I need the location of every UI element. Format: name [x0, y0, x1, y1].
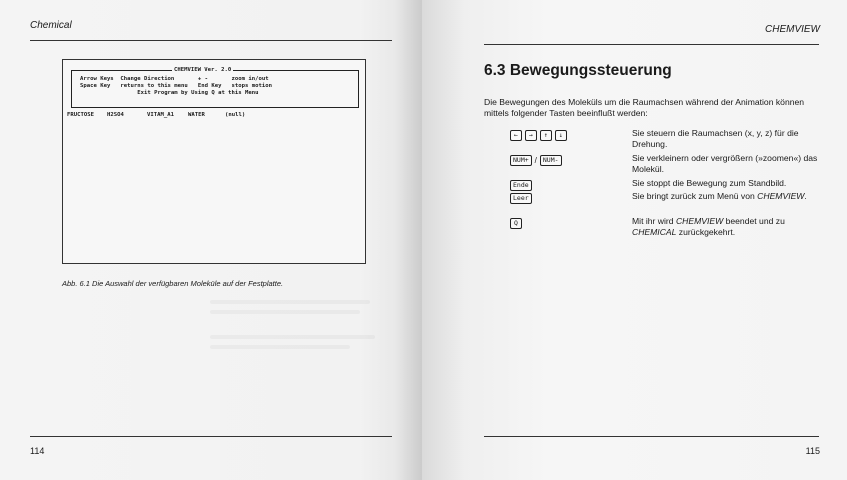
- menu-title: CHEMVIEW Ver. 2.0: [174, 67, 232, 73]
- arrow-down-key: ↓: [555, 130, 567, 141]
- desc-text: Sie bringt zurück zum Menü von: [632, 191, 758, 201]
- footer-rule-left: [30, 436, 392, 437]
- desc-zoom: Sie verkleinern oder vergrößern (»zoomen«) das Molekül.: [632, 153, 818, 174]
- desc-text: .: [804, 191, 807, 201]
- molecule-item: (null): [225, 112, 246, 118]
- arrow-right-key: →: [525, 130, 537, 141]
- figure-caption: Abb. 6.1 Die Auswahl der verfügbaren Moleküle auf der Festplatte.: [62, 279, 284, 288]
- menu-line-2: Space Key returns to this menu End Key stops motion: [80, 83, 272, 89]
- num-plus-key: NUM+: [510, 155, 532, 166]
- bleed-through: [210, 335, 375, 339]
- arrow-up-key: ↑: [540, 130, 552, 141]
- desc-text: Mit ihr wird: [632, 216, 676, 226]
- menu-line-1: Arrow Keys Change Direction + - zoom in/out: [80, 76, 269, 82]
- num-minus-key: NUM-: [540, 155, 562, 166]
- key-row-arrows: [510, 128, 567, 142]
- intro-paragraph: Die Bewegungen des Moleküls um die Raumachsen während der Animation können mittels folgender Tasten beeinflußt werden:: [484, 97, 805, 118]
- bleed-through: [210, 345, 350, 349]
- desc-italic: CHEMVIEW: [675, 216, 724, 226]
- key-row-zoom: [510, 153, 562, 167]
- arrow-left-key: ←: [510, 130, 522, 141]
- key-row-leer: [510, 191, 532, 205]
- running-head-right: CHEMVIEW: [765, 24, 820, 35]
- page-number-left: 114: [30, 446, 45, 456]
- page-number-right: 115: [805, 446, 820, 456]
- desc-text: zurückgekehrt.: [676, 227, 736, 237]
- figure-screenshot: [62, 59, 366, 264]
- bleed-through: [210, 300, 370, 304]
- right-page: [422, 0, 847, 480]
- desc-italic: CHEMVIEW: [757, 191, 805, 201]
- running-head-left: Chemical: [30, 20, 72, 31]
- molecule-item: WATER: [188, 112, 205, 118]
- molecule-item: VITAM_A1: [147, 112, 174, 118]
- key-separator: /: [534, 155, 537, 165]
- ende-key: Ende: [510, 180, 532, 191]
- molecule-item: FRUCTOSE: [67, 112, 94, 118]
- bleed-through: [210, 310, 360, 314]
- q-key: Q: [510, 218, 522, 229]
- desc-arrows: Sie steuern die Raumachsen (x, y, z) für die Drehung.: [632, 128, 799, 149]
- desc-q: [632, 216, 827, 238]
- key-row-ende: [510, 178, 532, 192]
- key-row-q: [510, 216, 522, 230]
- desc-ende: Sie stoppt die Bewegung zum Standbild.: [632, 178, 787, 188]
- header-rule-left: [30, 40, 392, 41]
- menu-box: [71, 67, 359, 108]
- molecule-item: H2SO4: [107, 112, 124, 118]
- desc-leer: [632, 191, 827, 202]
- footer-rule-right: [484, 436, 819, 437]
- leer-key: Leer: [510, 193, 532, 204]
- desc-text: beendet und zu: [723, 216, 785, 226]
- menu-line-3: Exit Program by Using Q at this Menu: [80, 90, 259, 96]
- header-rule-right: [484, 44, 819, 45]
- section-heading: 6.3 Bewegungssteuerung: [484, 62, 672, 79]
- left-page: [0, 0, 422, 480]
- molecule-list: [67, 112, 246, 158]
- desc-italic: CHEMICAL: [632, 227, 677, 237]
